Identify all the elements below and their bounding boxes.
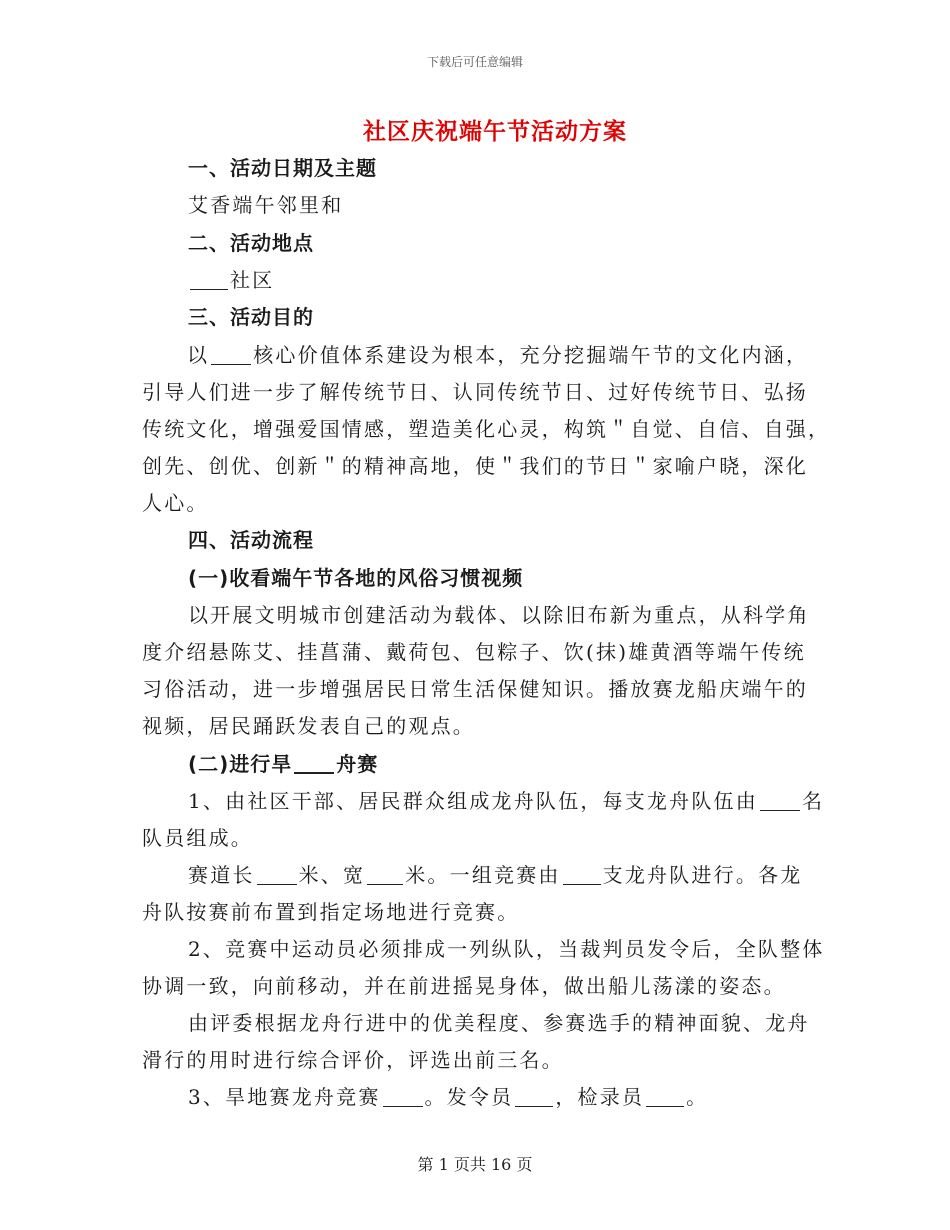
paragraph-line: 舟队按赛前布置到指定场地进行竞赛。 xyxy=(142,900,520,924)
list-item-1: 1、由社区干部、居民群众组成龙舟队伍，每支龙舟队伍由 名 xyxy=(188,789,825,813)
paragraph-line: 创先、创优、创新＂的精神高地，使＂我们的节日＂家喻户晓，深化 xyxy=(142,454,808,478)
blank-field xyxy=(294,752,334,774)
track-spec-line: 赛道长 米、宽 米。一组竞赛由 支龙舟队进行。各龙 xyxy=(188,863,803,887)
section-heading-1: 一、活动日期及主题 xyxy=(188,156,377,180)
section-2-text: 社区 xyxy=(188,265,858,295)
paragraph-line: 引导人们进一步了解传统节日、认同传统节日、过好传统节日、弘扬 xyxy=(142,380,808,404)
paragraph-line: 由评委根据龙舟行进中的优美程度、参赛选手的精神面貌、龙舟 xyxy=(188,1011,810,1035)
blank-field xyxy=(190,269,228,290)
paragraph-line: 以开展文明城市创建活动为载体、以除旧布新为重点，从科学角 xyxy=(188,603,810,627)
paragraph-line: 协调一致，向前移动，并在前进摇晃身体，做出船儿荡漾的姿态。 xyxy=(142,974,786,998)
list-item-3: 3、旱地赛龙舟竞赛 。发令员 ，检录员 。 xyxy=(188,1085,709,1109)
blank-field xyxy=(563,864,601,885)
paragraph-line: 习俗活动，进一步增强居民日常生活保健知识。播放赛龙船庆端午的 xyxy=(142,677,808,701)
paragraph-line: 传统文化，增强爱国情感，塑造美化心灵，构筑＂自觉、自信、自强， xyxy=(142,417,831,441)
paragraph-line: 以 核心价值体系建设为根本，充分挖掘端午节的文化内涵， xyxy=(187,343,809,367)
paragraph-line: 滑行的用时进行综合评价，评选出前三名。 xyxy=(142,1048,564,1072)
blank-field xyxy=(760,790,800,811)
section-heading-3: 三、活动目的 xyxy=(188,305,314,329)
section-1-text: 艾香端午邻里和 xyxy=(188,193,344,217)
paragraph-line: 人心。 xyxy=(142,491,209,515)
subsection-heading-1: (一)收看端午节各地的风俗习惯视频 xyxy=(188,566,524,590)
page-number: 第 1 页共 16 页 xyxy=(417,1155,533,1174)
blank-field xyxy=(211,344,251,365)
blank-field xyxy=(646,1086,684,1107)
document-title: 社区庆祝端午节活动方案 xyxy=(363,118,627,145)
section-heading-2: 二、活动地点 xyxy=(188,231,314,255)
page-header-note: 下载后可任意编辑 xyxy=(426,55,523,69)
paragraph-line: 视频，居民踊跃发表自己的观点。 xyxy=(142,714,475,738)
blank-field xyxy=(383,1086,423,1107)
blank-field xyxy=(257,864,297,885)
blank-field xyxy=(367,864,403,885)
blank-field xyxy=(515,1086,553,1107)
paragraph-line: 度介绍悬陈艾、挂菖蒲、戴荷包、包粽子、饮(抹)雄黄酒等端午传统 xyxy=(142,640,806,664)
paragraph-line: 队员组成。 xyxy=(142,826,253,850)
subsection-heading-2: (二)进行旱 舟赛 xyxy=(188,752,379,776)
section-heading-4: 四、活动流程 xyxy=(188,528,314,552)
list-item-2: 2、竞赛中运动员必须排成一列纵队，当裁判员发令后，全队整体 xyxy=(188,937,825,961)
